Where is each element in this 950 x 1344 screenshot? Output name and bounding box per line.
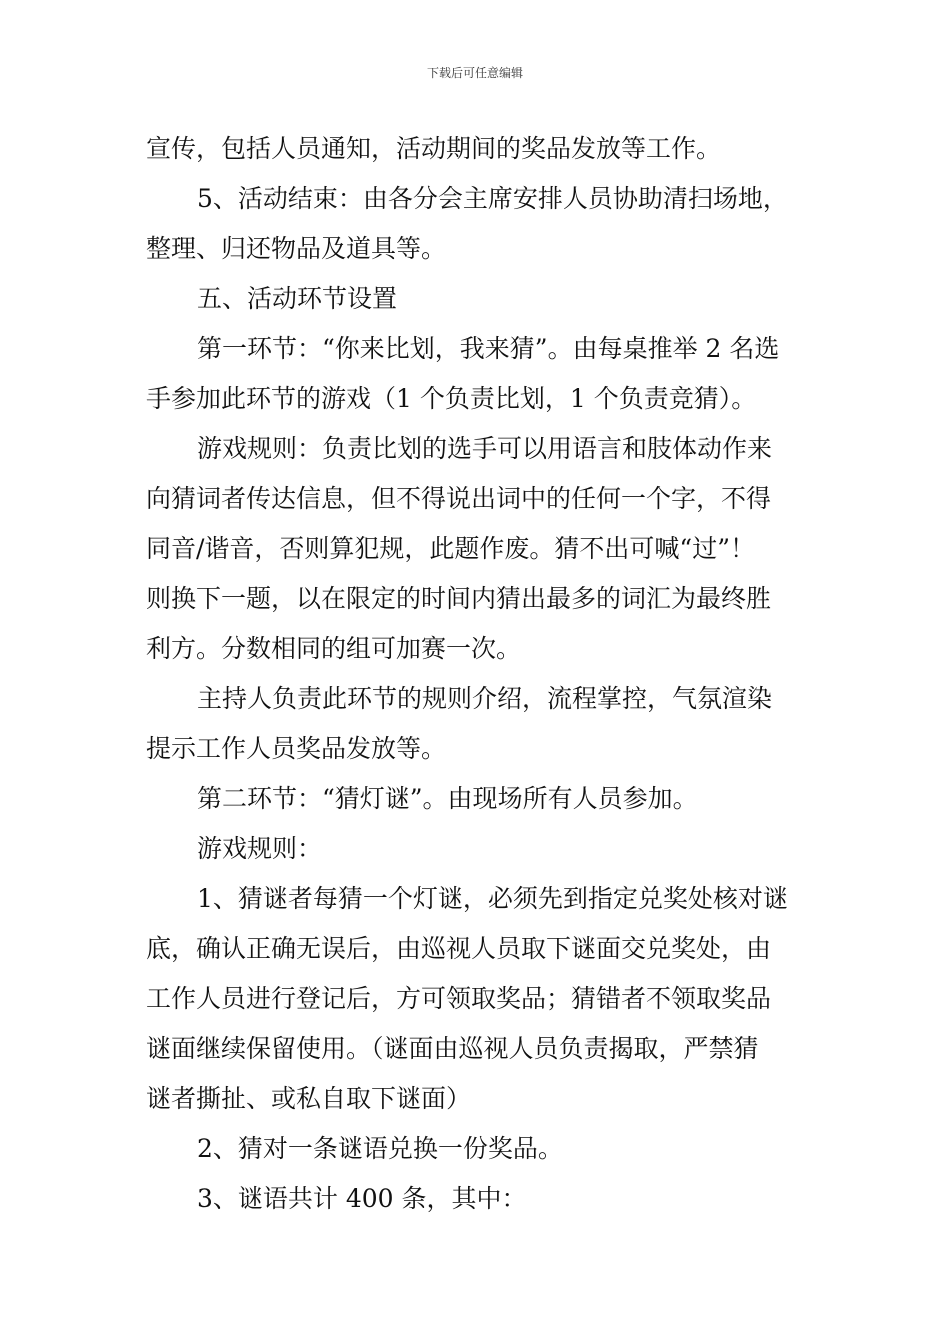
text-line: 提示工作人员奖品发放等。: [146, 734, 447, 763]
text-line: 第一环节：“你来比划，我来猜”。由每桌推举 2 名选: [197, 334, 780, 363]
text-line: 利方。分数相同的组可加赛一次。: [146, 634, 522, 663]
text-line: 1、猜谜者每猜一个灯谜，必须先到指定兑奖处核对谜: [197, 884, 788, 913]
text-line: 2、猜对一条谜语兑换一份奖品。: [197, 1134, 563, 1163]
text-line: 3、谜语共计 400 条，其中：: [197, 1184, 527, 1213]
text-line: 第二环节：“猜灯谜”。由现场所有人员参加。: [197, 784, 698, 813]
text-line: 整理、归还物品及道具等。: [146, 234, 447, 263]
section-heading: 五、活动环节设置: [197, 284, 398, 313]
text-line: 游戏规则：: [197, 834, 323, 863]
text-line: 谜面继续保留使用。（谜面由巡视人员负责揭取，严禁猜: [146, 1034, 759, 1063]
text-line: 5、活动结束：由各分会主席安排人员协助清扫场地，: [197, 184, 788, 213]
text-line: 主持人负责此环节的规则介绍，流程掌控，气氛渲染: [197, 684, 773, 713]
text-line: 底，确认正确无误后，由巡视人员取下谜面交兑奖处，由: [146, 934, 772, 963]
page-header-note: 下载后可任意编辑: [426, 66, 523, 80]
text-line: 工作人员进行登记后，方可领取奖品；猜错者不领取奖品: [146, 984, 772, 1013]
text-line: 同音/谐音，否则算犯规，此题作废。猜不出可喊“过”！: [146, 534, 755, 563]
text-line: 向猜词者传达信息，但不得说出词中的任何一个字，不得: [146, 484, 772, 513]
text-line: 谜者撕扯、或私自取下谜面）: [146, 1084, 472, 1113]
document-body: [146, 124, 806, 1224]
text-line: 手参加此环节的游戏（1 个负责比划，1 个负责竞猜）。: [146, 384, 757, 413]
text-line: 游戏规则：负责比划的选手可以用语言和肢体动作来: [197, 434, 773, 463]
text-line: 则换下一题，以在限定的时间内猜出最多的词汇为最终胜: [146, 584, 772, 613]
text-line: 宣传，包括人员通知，活动期间的奖品发放等工作。: [146, 134, 722, 163]
